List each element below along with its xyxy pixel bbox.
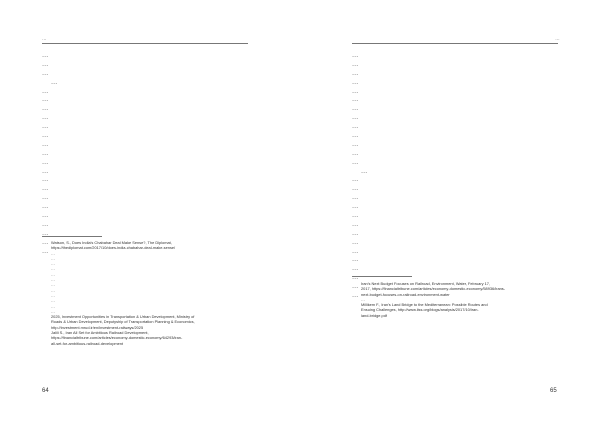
footnotes-left bbox=[42, 240, 248, 346]
body-line: … bbox=[42, 123, 49, 131]
footnote-text: https://financialtribune.com/articles/economy-domestic-economy/64293/iran- bbox=[51, 335, 183, 341]
body-text-left bbox=[42, 52, 248, 256]
body-line: … bbox=[352, 247, 359, 255]
footnote-text: Roads & Urban Development, Deputyship of Transportation Planning & Economics, bbox=[51, 319, 195, 325]
footnote-text: Millikem F., Iran's Land Bridge to the Mediterranean: Possible Routes and bbox=[361, 302, 488, 308]
header-rule-left bbox=[42, 43, 248, 44]
body-line: … bbox=[352, 283, 359, 291]
footnote-text: … bbox=[51, 271, 55, 277]
page-number-left: 64 bbox=[42, 388, 49, 394]
footnote-text: http://investment.mrud.ir/en/investment-railways/2025 bbox=[51, 324, 144, 330]
footnote-rule-right bbox=[352, 276, 412, 277]
footnote-text: … bbox=[51, 287, 55, 293]
footnote-text: … bbox=[51, 255, 55, 261]
body-line: … bbox=[352, 238, 359, 246]
body-line: … bbox=[42, 140, 49, 148]
footnote-line bbox=[352, 313, 558, 318]
running-head-left: … bbox=[42, 36, 47, 41]
body-text-right bbox=[352, 52, 558, 301]
header-rule-right bbox=[352, 43, 558, 44]
body-line: … bbox=[352, 274, 359, 282]
footnote-text: … bbox=[51, 303, 55, 309]
body-line: … bbox=[42, 60, 49, 68]
footnotes-right bbox=[352, 281, 558, 318]
body-line: … bbox=[42, 96, 49, 104]
footnote-text: … bbox=[51, 266, 55, 272]
body-line: … bbox=[42, 203, 49, 211]
body-line: … bbox=[42, 229, 49, 237]
body-line: … bbox=[42, 194, 49, 202]
body-line: … bbox=[352, 96, 359, 104]
footnote-text: next-budget-focuses-on-railroad-environment-water bbox=[361, 291, 450, 297]
body-line: … bbox=[42, 167, 49, 175]
body-line: … bbox=[352, 87, 359, 95]
footnote-text: Iran's Next Budget Focuses on Railroad, Environment, Water, February 17, bbox=[361, 281, 491, 286]
body-line: … bbox=[352, 123, 359, 131]
body-line: … bbox=[42, 158, 49, 166]
body-line: … bbox=[42, 132, 49, 140]
body-line: … bbox=[352, 265, 359, 273]
right-page bbox=[300, 0, 600, 424]
body-line: … bbox=[352, 256, 359, 264]
footnote-text: 2025, Investment Opportunities in Transportation & Urban Development, Ministry of bbox=[51, 314, 195, 320]
footnote-text: … bbox=[51, 282, 55, 288]
body-line: … bbox=[352, 203, 359, 211]
body-line: … bbox=[352, 105, 359, 113]
footnote-text: … bbox=[51, 250, 55, 256]
body-line: … bbox=[42, 185, 49, 193]
running-head-right: … bbox=[555, 36, 560, 41]
footnote-text: … bbox=[51, 277, 55, 283]
footnote-text: … bbox=[51, 292, 55, 298]
footnote-text: https://thediplomat.com/2017/10/does-india-chabahar-deal-make-sense/ bbox=[51, 245, 176, 251]
body-line: … bbox=[42, 114, 49, 122]
body-line: … bbox=[352, 149, 359, 157]
body-line: … bbox=[352, 158, 359, 166]
body-line: … bbox=[352, 114, 359, 122]
body-line: … bbox=[352, 132, 359, 140]
body-line: … bbox=[42, 247, 49, 255]
body-line: … bbox=[352, 185, 359, 193]
footnote-text: … bbox=[51, 308, 55, 314]
footnote-text: 2017, https://financialtribune.com/articles/economy-domestic-economy/58936/irans- bbox=[361, 286, 506, 292]
body-line: … bbox=[352, 78, 359, 86]
footnote-rule-left bbox=[42, 236, 102, 237]
body-line: … bbox=[42, 69, 49, 77]
body-line: … bbox=[352, 69, 359, 77]
body-line: … bbox=[42, 105, 49, 113]
page-number-right: 65 bbox=[550, 388, 557, 394]
body-line: … bbox=[352, 292, 359, 300]
body-line: … bbox=[352, 140, 359, 148]
body-line: … bbox=[352, 52, 359, 59]
body-line: … bbox=[42, 87, 49, 95]
body-line: … bbox=[352, 176, 359, 184]
body-line: … bbox=[42, 212, 49, 220]
body-line: … bbox=[361, 167, 368, 175]
footnote-text: … bbox=[51, 261, 55, 267]
body-line: … bbox=[51, 78, 58, 86]
footnote-text: all-set-for-ambitious-railroad-development bbox=[51, 340, 124, 346]
body-line: … bbox=[42, 176, 49, 184]
body-line: … bbox=[42, 52, 49, 59]
body-line: … bbox=[352, 229, 359, 237]
body-line: … bbox=[352, 212, 359, 220]
footnote-text: Ensuing Challenges, http://www.iiss.org/blogs/analysis/2017/10/iran- bbox=[361, 307, 479, 313]
body-line: … bbox=[352, 220, 359, 228]
body-line: … bbox=[352, 194, 359, 202]
footnote-line bbox=[42, 341, 248, 346]
body-line: … bbox=[42, 238, 49, 246]
body-line: … bbox=[42, 149, 49, 157]
footnote-text: land-bridge.pdf bbox=[361, 312, 387, 318]
body-line: … bbox=[352, 60, 359, 68]
footnote-text: Jalili S., Iran All Set for Ambitious Railroad Development, bbox=[51, 330, 149, 336]
footnote-text: … bbox=[361, 296, 365, 302]
footnote-text: Watson, S., Does India's Chabahar Deal Make Sense?, The Diplomat, bbox=[51, 240, 172, 245]
footnote-text: … bbox=[51, 298, 55, 304]
body-line: … bbox=[42, 220, 49, 228]
